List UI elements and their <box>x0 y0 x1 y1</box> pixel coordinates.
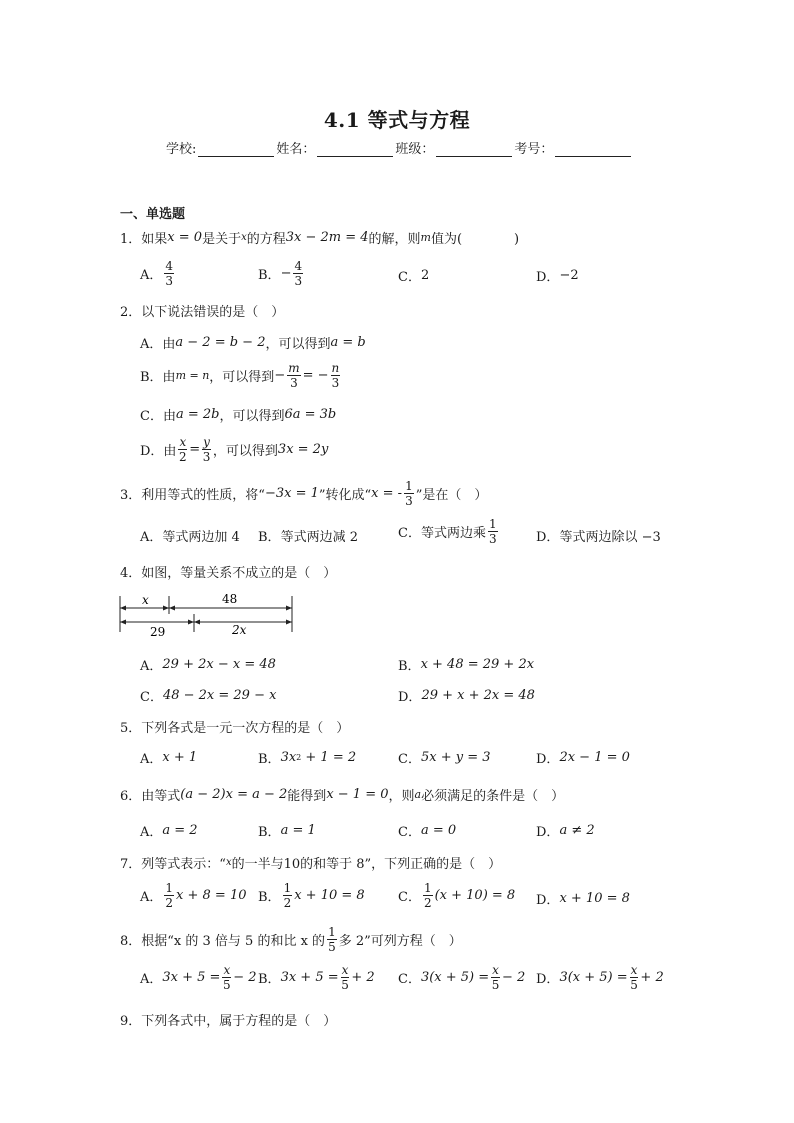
option-label: C． <box>398 890 421 905</box>
question-8 <box>120 926 462 953</box>
option-label: C． <box>398 752 421 767</box>
math-expression: x + 48 = 29 + 2x <box>420 657 535 672</box>
option-3c[interactable] <box>398 518 500 545</box>
option-label: C． <box>398 825 421 840</box>
option-1c[interactable] <box>398 266 429 285</box>
option-text: 2 <box>420 268 430 283</box>
option-label: D． <box>536 825 560 840</box>
fraction: $\frac{n}{3}$ <box>331 361 340 390</box>
question-number: 1． <box>120 232 142 247</box>
option-3d[interactable] <box>536 526 661 545</box>
fraction: $\frac{1}{3}$ <box>405 479 413 508</box>
option-label: C． <box>398 972 421 987</box>
name-blank[interactable] <box>317 142 393 157</box>
question-text: 必须满足的条件是（ ） <box>421 789 565 804</box>
option-text: ，可以得到 <box>265 337 331 352</box>
math-expression: − 2 <box>501 970 526 985</box>
option-5d[interactable] <box>536 748 630 767</box>
fraction: $\frac{x}{5}$ <box>223 963 231 992</box>
question-text: 的一半与10的和等于 8”，下列正确的是（ ） <box>231 857 502 872</box>
question-number: 9． <box>120 1014 142 1029</box>
fraction: $\frac{1}{2}$ <box>165 881 174 910</box>
question-text: ”是在（ ） <box>415 488 488 503</box>
option-6a[interactable] <box>140 821 198 840</box>
option-label: B．由 <box>140 370 176 385</box>
question-text: 下列各式中，属于方程的是（ ） <box>141 1014 337 1029</box>
option-label: D． <box>536 893 560 908</box>
math-sign: = − <box>302 368 329 383</box>
math-sign: = <box>189 442 201 457</box>
question-text: 是关于 <box>202 232 242 247</box>
question-text: 以下说法错误的是（ ） <box>141 305 285 320</box>
label-48: 48 <box>222 592 238 606</box>
label-29: 29 <box>150 625 166 638</box>
option-7c[interactable] <box>398 882 515 909</box>
option-label: D． <box>536 752 560 767</box>
question-number: 2． <box>120 305 142 320</box>
math-expression: 2x − 1 = 0 <box>559 750 630 765</box>
math-expression: 3x = 2y <box>277 442 329 457</box>
option-label: C． <box>398 270 421 285</box>
option-4a[interactable] <box>140 655 276 674</box>
option-1d[interactable] <box>536 266 579 285</box>
class-blank[interactable] <box>436 142 512 157</box>
school-label: 学校: <box>166 142 197 157</box>
math-sign: − <box>274 368 286 383</box>
exponent: 2 <box>296 753 302 762</box>
option-label: A． <box>140 825 163 840</box>
question-text: 的解，则 <box>368 232 421 247</box>
option-label: A． <box>140 659 163 674</box>
math-expression: + 2 <box>351 970 375 985</box>
option-label: B． <box>258 825 281 840</box>
math-expression: + 2 <box>640 970 664 985</box>
option-5b[interactable] <box>258 748 356 767</box>
math-expression: a = 2 <box>162 823 198 838</box>
label-x: x <box>142 593 149 607</box>
number-label: 考号： <box>514 142 554 157</box>
question-text: 列等式表示：“ <box>141 857 226 872</box>
math-expression: x + 8 = 10 <box>176 888 247 903</box>
fraction: $\frac{1}{2}$ <box>423 881 432 910</box>
fraction: $\frac{x}{5}$ <box>491 963 500 992</box>
segment-diagram <box>118 590 298 638</box>
math-expression: a − 2 = b − 2 <box>175 335 266 350</box>
option-1b[interactable] <box>258 260 305 287</box>
section-heading: 一、单选题 <box>120 207 186 222</box>
fraction: $\frac{4}{3}$ <box>294 259 303 288</box>
option-2b[interactable] <box>140 362 342 389</box>
fraction: $\frac{x}{2}$ <box>179 435 187 464</box>
fraction: $\frac{x}{5}$ <box>630 963 638 992</box>
option-label: C．由 <box>140 409 176 424</box>
math-variable: x <box>225 857 232 868</box>
math-expression: 48 − 2x = 29 − x <box>162 688 277 703</box>
math-expression: a = 2b <box>175 407 220 422</box>
question-6 <box>120 785 564 804</box>
option-label: A． <box>140 890 163 905</box>
option-text: ，可以得到 <box>212 444 278 459</box>
option-6d[interactable] <box>536 821 595 840</box>
math-expression: x = 0 <box>167 230 203 245</box>
label-2x: 2x <box>232 623 247 637</box>
option-label: C． <box>140 690 163 705</box>
math-expression: 5x + y = 3 <box>420 750 491 765</box>
question-2 <box>120 301 284 320</box>
option-label: D． <box>398 690 422 705</box>
option-4d[interactable] <box>398 686 535 705</box>
option-text: ，可以得到 <box>219 409 285 424</box>
question-number: 8． <box>120 934 142 949</box>
question-5 <box>120 717 349 736</box>
question-text: 下列各式是一元一次方程的是（ ） <box>141 721 350 736</box>
option-8a[interactable] <box>140 964 257 991</box>
question-text: 如图，等量关系不成立的是（ ） <box>141 566 337 581</box>
option-label: A． <box>140 268 163 283</box>
option-7a[interactable] <box>140 882 247 909</box>
question-text: 由等式 <box>141 789 181 804</box>
question-number: 7． <box>120 857 142 872</box>
math-expression: m = n <box>175 369 210 382</box>
question-text: 如果 <box>141 232 168 247</box>
math-expression: − 2 <box>233 970 257 985</box>
option-label: C． <box>398 526 421 541</box>
math-expression: a = 1 <box>280 823 316 838</box>
student-info-line <box>166 138 633 157</box>
option-label: B． <box>258 890 281 905</box>
option-text: ，可以得到 <box>209 370 275 385</box>
option-4c[interactable] <box>140 686 276 705</box>
option-6b[interactable] <box>258 821 316 840</box>
math-expression: 3x + 5 = <box>162 970 221 985</box>
option-text: 等式两边除以 −3 <box>559 530 661 545</box>
option-text: 等式两边减 2 <box>280 530 358 545</box>
option-text: 等式两边乘 <box>420 526 486 541</box>
option-label: A．由 <box>140 337 176 352</box>
math-expression: 3(x + 5) = <box>559 970 628 985</box>
math-expression: −3x = 1 <box>264 486 319 501</box>
math-expression: 29 + 2x − x = 48 <box>162 657 276 672</box>
question-number: 5． <box>120 721 142 736</box>
option-text: 等式两边加 4 <box>162 530 240 545</box>
math-expression: a ≠ 2 <box>559 823 595 838</box>
math-expression: 3x + 5 = <box>280 970 339 985</box>
name-label: 姓名： <box>276 142 316 157</box>
question-number: 3． <box>120 488 142 503</box>
option-2d[interactable] <box>140 436 328 463</box>
option-label: D． <box>536 530 560 545</box>
question-number: 6． <box>120 789 142 804</box>
math-expression: 29 + x + 2x = 48 <box>421 688 535 703</box>
option-8d[interactable] <box>536 964 664 991</box>
option-8b[interactable] <box>258 964 375 991</box>
question-text: ，则 <box>388 789 415 804</box>
question-4 <box>120 562 336 581</box>
option-6c[interactable] <box>398 821 456 840</box>
question-text: 利用等式的性质，将“ <box>141 488 265 503</box>
option-label: B． <box>258 972 281 987</box>
fraction: $\frac{m}{3}$ <box>288 361 300 390</box>
option-label: B． <box>258 752 281 767</box>
option-label: A． <box>140 530 163 545</box>
math-expression: x + 10 = 8 <box>559 891 630 906</box>
option-1a[interactable] <box>140 260 176 287</box>
number-blank[interactable] <box>555 142 631 157</box>
math-variable: a <box>414 788 422 801</box>
question-text: 能得到 <box>287 789 327 804</box>
math-expression: 3(x + 5) = <box>420 970 490 985</box>
math-expression: x + 10 = 8 <box>294 888 365 903</box>
math-expression: + 1 = 2 <box>301 750 357 765</box>
question-text: 根据“x 的 3 倍与 5 的和比 x 的 <box>141 934 326 949</box>
math-expression: a = b <box>330 335 366 350</box>
school-blank[interactable] <box>198 142 274 157</box>
option-7d[interactable] <box>536 889 630 908</box>
math-expression: a = 0 <box>420 823 457 838</box>
question-text: 值为( ) <box>430 232 520 247</box>
option-label: B． <box>398 659 421 674</box>
math-expression: x + 1 <box>162 750 198 765</box>
math-expression: 3x <box>280 750 297 765</box>
math-expression: x − 1 = 0 <box>326 787 389 802</box>
fraction: $\frac{1}{5}$ <box>328 925 336 954</box>
question-7 <box>120 853 501 872</box>
option-label: D． <box>536 270 560 285</box>
option-8c[interactable] <box>398 964 525 991</box>
option-2c[interactable] <box>140 405 336 424</box>
math-sign: − <box>280 266 292 281</box>
option-2a[interactable] <box>140 333 366 352</box>
class-label: 班级： <box>395 142 435 157</box>
fraction: $\frac{1}{3}$ <box>488 517 497 546</box>
fraction: $\frac{y}{3}$ <box>202 435 211 464</box>
option-7b[interactable] <box>258 882 365 909</box>
math-expression: 6a = 3b <box>284 407 337 422</box>
math-expression: x = - <box>371 486 403 501</box>
question-text: 的方程 <box>246 232 286 247</box>
math-expression: (a − 2)x = a − 2 <box>180 787 288 802</box>
option-5a[interactable] <box>140 748 197 767</box>
question-text: ”转化成“ <box>318 488 372 503</box>
fraction: $\frac{x}{5}$ <box>341 963 349 992</box>
option-label: A． <box>140 752 163 767</box>
math-expression: 3x − 2m = 4 <box>285 230 369 245</box>
option-label: D． <box>536 972 560 987</box>
fraction: $\frac{1}{2}$ <box>283 881 292 910</box>
math-variable: x <box>241 232 247 243</box>
option-label: B． <box>258 268 281 283</box>
question-9 <box>120 1010 336 1029</box>
option-4b[interactable] <box>398 655 534 674</box>
question-1 <box>120 228 519 247</box>
option-label: D．由 <box>140 444 177 459</box>
question-text: 多 2”可列方程（ ） <box>338 934 462 949</box>
math-variable: m <box>420 231 431 244</box>
option-3b[interactable] <box>258 526 358 545</box>
page-title: 4.1 等式与方程 <box>323 108 471 132</box>
option-label: B． <box>258 530 281 545</box>
option-label: A． <box>140 972 163 987</box>
option-5c[interactable] <box>398 748 491 767</box>
option-3a[interactable] <box>140 526 240 545</box>
math-expression: (x + 10) = 8 <box>434 888 516 903</box>
fraction: $\frac{4}{3}$ <box>165 259 174 288</box>
option-text: −2 <box>559 268 579 283</box>
question-number: 4． <box>120 566 142 581</box>
question-3 <box>120 480 487 507</box>
